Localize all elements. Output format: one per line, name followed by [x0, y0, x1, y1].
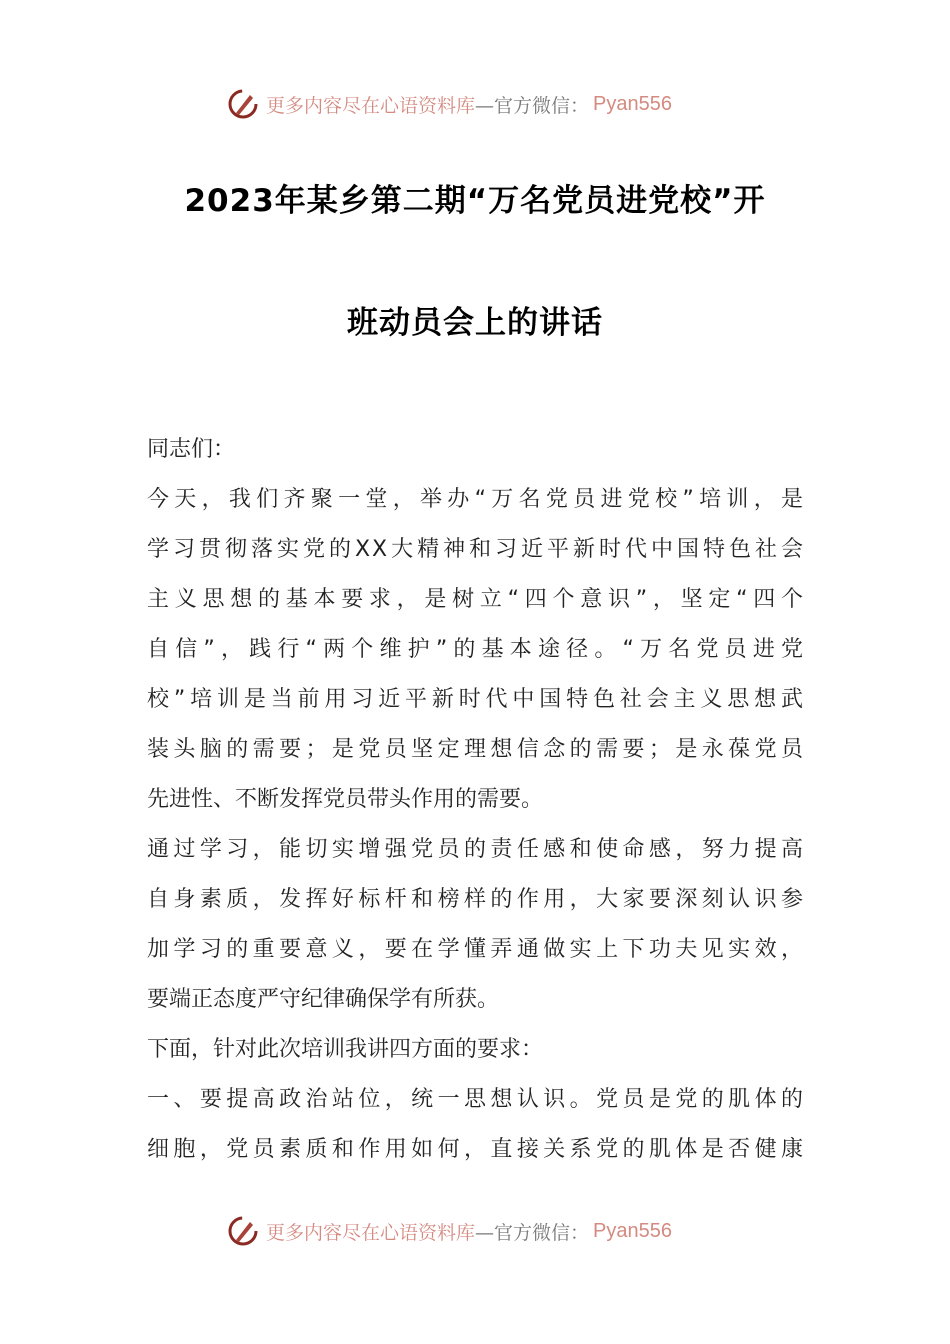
document-title-line-2: 班动员会上的讲话 [347, 305, 603, 341]
document-body [147, 430, 805, 1180]
body-text-line: 要端正态度严守纪律确保学有所获。 [147, 987, 500, 1012]
body-text-line: 下面，针对此次培训我讲四方面的要求： [147, 1037, 544, 1062]
watermark-wechat-id: Pyan556 [593, 1219, 672, 1242]
body-text-line: 自信”，践行“两个维护”的基本途径。“万名党员进党 [147, 637, 805, 662]
body-text-line: 同志们： [147, 437, 236, 462]
header-watermark [226, 84, 726, 124]
footer-watermark [226, 1211, 726, 1251]
body-text-line: 加学习的重要意义，要在学懂弄通做实上下功夫见实效， [147, 937, 805, 962]
body-text-line: 今天，我们齐聚一堂，举办“万名党员进党校”培训，是 [147, 487, 805, 512]
watermark-official-text: —官方微信： [475, 1221, 590, 1244]
body-text-line: 自身素质，发挥好标杆和榜样的作用，大家要深刻认识参 [147, 887, 805, 912]
body-text-line: 细胞，党员素质和作用如何，直接关系党的肌体是否健康 [147, 1137, 805, 1162]
watermark-wechat-id: Pyan556 [593, 92, 672, 115]
quill-logo-icon [226, 87, 260, 121]
body-text-line: 装头脑的需要；是党员坚定理想信念的需要；是永葆党员 [147, 737, 805, 762]
document-title-line-1: 2023年某乡第二期“万名党员进党校”开 [184, 183, 766, 219]
body-text-line: 校”培训是当前用习近平新时代中国特色社会主义思想武 [147, 687, 805, 712]
quill-logo-icon [226, 1214, 260, 1248]
body-text-line: 学习贯彻落实党的XX大精神和习近平新时代中国特色社会 [147, 537, 805, 562]
body-text-line: 一、要提高政治站位，统一思想认识。党员是党的肌体的 [147, 1087, 805, 1112]
watermark-site-text: 更多内容尽在心语资料库 [266, 1221, 476, 1244]
watermark-official-text: —官方微信： [475, 94, 590, 117]
body-text-line: 先进性、不断发挥党员带头作用的需要。 [147, 787, 544, 812]
body-text-line: 通过学习，能切实增强党员的责任感和使命感，努力提高 [147, 837, 805, 862]
watermark-site-text: 更多内容尽在心语资料库 [266, 94, 476, 117]
body-text-line: 主义思想的基本要求，是树立“四个意识”，坚定“四个 [147, 587, 805, 612]
